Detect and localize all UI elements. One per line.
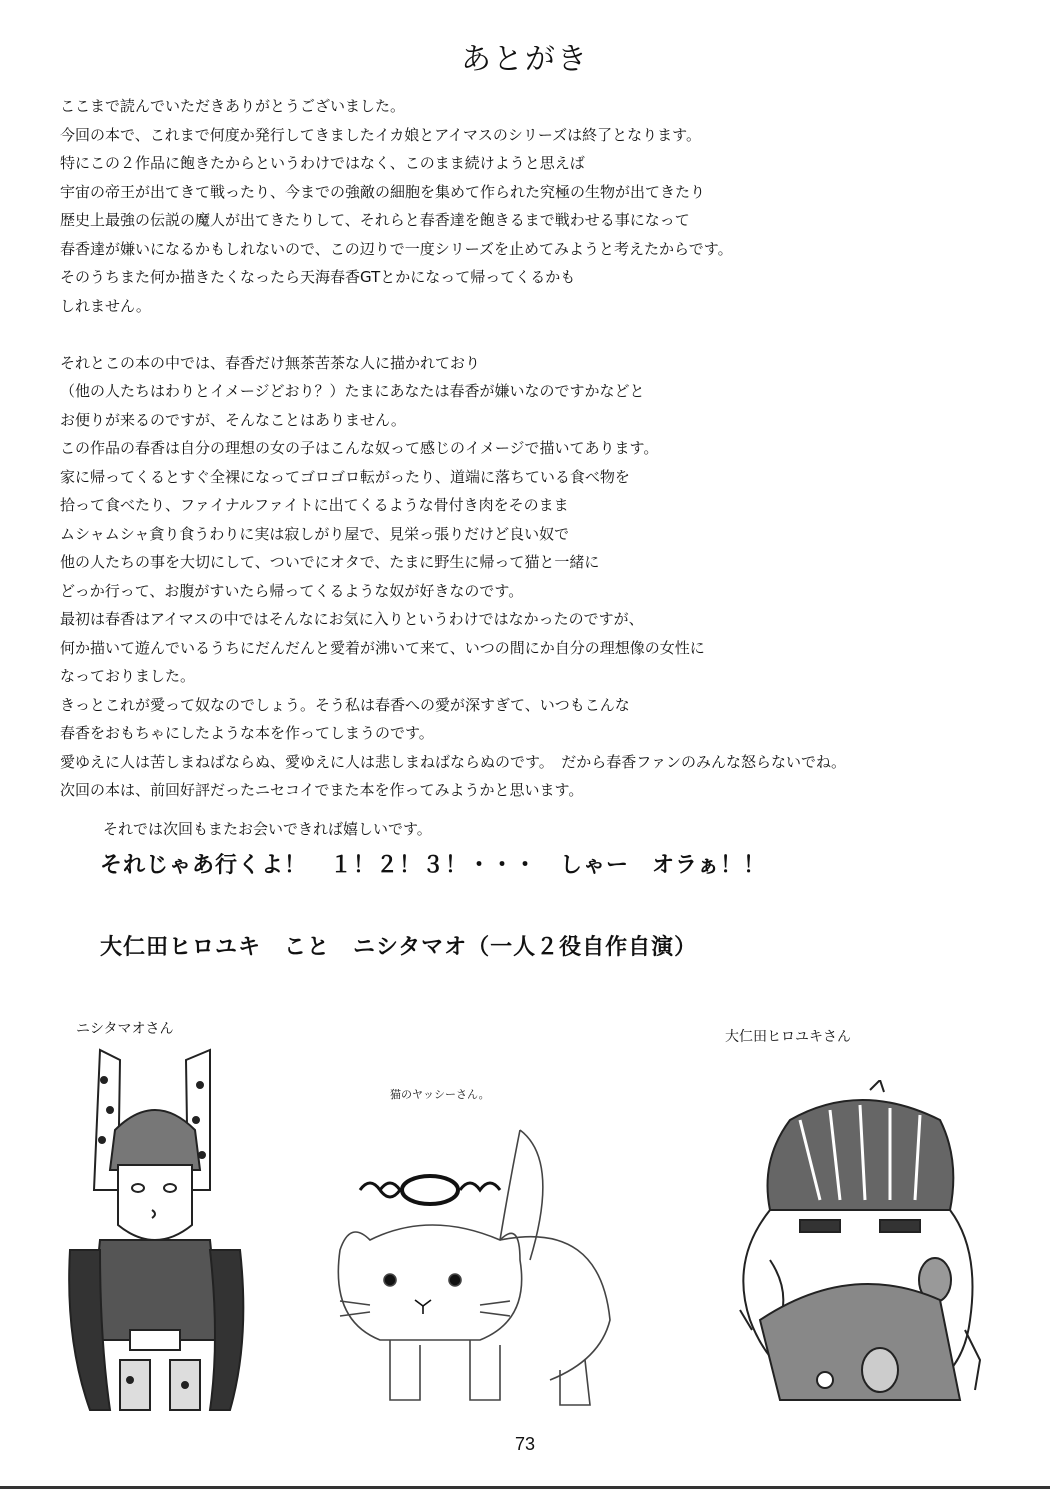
- text-line: （他の人たちはわりとイメージどおり？）たまにあなたは春香が嫌いなのですかなどと: [60, 382, 645, 400]
- text-line: 今回の本で、これまで何度か発行してきましたイカ娘とアイマスのシリーズは終了となります。: [60, 125, 701, 144]
- text-line: 宇宙の帝王が出てきて戦ったり、今までの強敵の細胞を集めて作られた究極の生物が出てきたり: [60, 182, 706, 201]
- caption-center: 猫のヤッシーさん。: [390, 1088, 490, 1101]
- text-line: 春香をおもちゃにしたような本を作ってしまうのです。: [60, 724, 434, 742]
- closing-line: それでは次回もまたお会いできれば嬉しいです。: [103, 820, 432, 838]
- text-line: ここまで読んでいただきありがとうございました。: [60, 97, 406, 115]
- text-line: ムシャムシャ貪り食うわりに実は寂しがり屋で、見栄っ張りだけど良い奴で: [60, 524, 570, 543]
- text-line: 春香達が嫌いになるかもしれないので、この辺りで一度シリーズを止めてみようと考えたからです。: [60, 239, 733, 258]
- caption-left: ニシタマオさん: [76, 1021, 174, 1037]
- text-line: お便りが来るのですが、そんなことはありません。: [60, 410, 406, 429]
- text-line: 最初は春香はアイマスの中ではそんなにお気に入りというわけではなかったのですが、: [60, 610, 644, 628]
- text-line: 家に帰ってくるとすぐ全裸になってゴロゴロ転がったり、道端に落ちている食べ物を: [60, 467, 630, 486]
- text-line: そのうちまた何か描きたくなったら天海春香GTとかになって帰ってくるかも: [60, 268, 576, 286]
- text-line: それとこの本の中では、春香だけ無茶苦茶な人に描かれており: [60, 353, 481, 372]
- author-signature: 大仁田ヒロユキ こと ニシタマオ（一人２役自作自演）: [100, 935, 698, 960]
- text-line: しれません。: [60, 296, 151, 315]
- cat-illustration: [330, 1120, 630, 1410]
- page-number: 73: [514, 1434, 536, 1454]
- caption-right: 大仁田ヒロユキさん: [725, 1029, 851, 1045]
- shout-line: それじゃあ行くよ！ １！２！３！・・・ しゃー オラぁ！！: [100, 853, 767, 878]
- armored-character-illustration: [60, 1040, 270, 1420]
- text-line: きっとこれが愛って奴なのでしょう。そう私は春香への愛が深すぎて、いつもこんな: [60, 695, 630, 714]
- bottom-rule: [0, 1486, 1050, 1489]
- text-line: どっか行って、お腹がすいたら帰ってくるような奴が好きなのです。: [60, 581, 524, 600]
- text-line: 拾って食べたり、ファイナルファイトに出てくるような骨付き肉をそのまま: [60, 496, 569, 514]
- page-title: あとがき: [461, 42, 589, 77]
- round-man-illustration: [730, 1080, 990, 1410]
- paragraph-gap: [60, 320, 960, 349]
- text-line: 他の人たちの事を大切にして、ついでにオタで、たまに野生に帰って猫と一緒に: [60, 553, 600, 571]
- text-line: 歴史上最強の伝説の魔人が出てきたりして、それらと春香達を飽きるまで戦わせる事になって: [60, 211, 690, 229]
- afterword-body: [60, 92, 960, 805]
- text-line: 次回の本は、前回好評だったニセコイでまた本を作ってみようかと思います。: [60, 781, 584, 799]
- text-line: 特にこの２作品に飽きたからというわけではなく、このまま続けようと思えば: [60, 154, 585, 172]
- text-line: 何か描いて遊んでいるうちにだんだんと愛着が沸いて来て、いつの間にか自分の理想像の女性に: [60, 638, 705, 657]
- text-line: 愛ゆえに人は苦しまねばならぬ、愛ゆえに人は悲しまねばならぬのです。 だから春香ファンのみんな怒らないでね。: [60, 752, 847, 771]
- text-line: この作品の春香は自分の理想の女の子はこんな奴って感じのイメージで描いてあります。: [60, 439, 659, 457]
- text-line: なっておりました。: [60, 667, 196, 685]
